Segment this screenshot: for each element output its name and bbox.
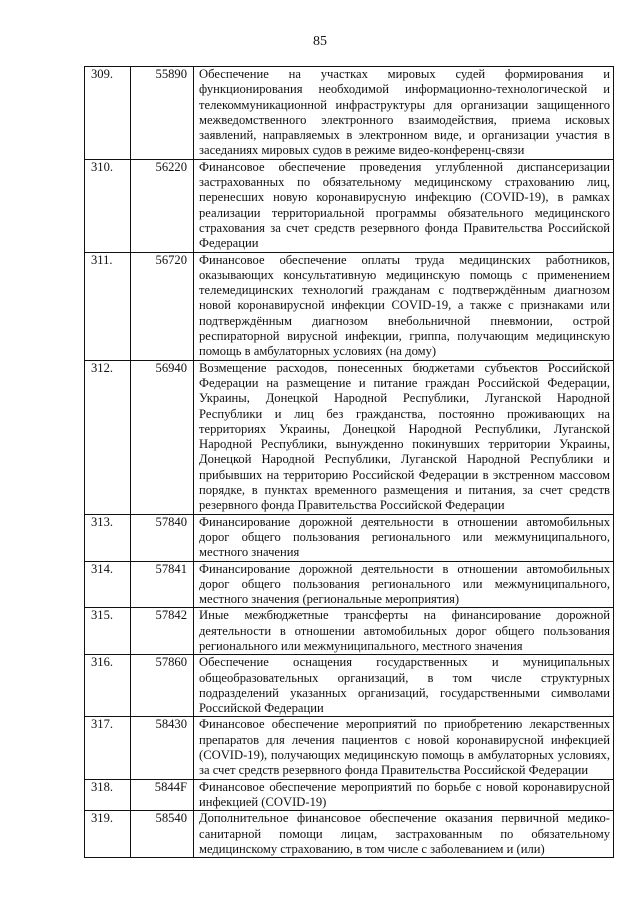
row-number: 312.	[85, 360, 131, 514]
row-description: Обеспечение оснащения государственных и муниципальных общеобразовательных организаций, в том числе структурных подразделений указанных организаций, государственными символами Российской Федерации	[194, 655, 614, 717]
row-description: Финансовое обеспечение проведения углубленной диспансеризации застрахованных по обязательному медицинскому страхованию лиц, перенесших новую коронавирусную инфекцию (COVID-19), в рамках реализации территориальной программы обязательного медицинского страхования за счет средств резервного фонда Правительства Российской Федерации	[194, 159, 614, 252]
row-number: 315.	[85, 608, 131, 655]
row-code: 56940	[131, 360, 194, 514]
row-number: 311.	[85, 252, 131, 360]
table-row	[85, 514, 614, 561]
table-row	[85, 779, 614, 811]
row-number: 313.	[85, 514, 131, 561]
table-row	[85, 67, 614, 160]
row-number: 318.	[85, 779, 131, 811]
page-number: 85	[313, 34, 327, 49]
row-code: 5844F	[131, 779, 194, 811]
row-description: Дополнительное финансовое обеспечение оказания первичной медико-санитарной помощи лицам, застрахованным по обязательному медицинскому страхованию, в том числе с заболеванием и (или)	[194, 811, 614, 858]
table-row	[85, 252, 614, 360]
row-code: 56720	[131, 252, 194, 360]
row-code: 57842	[131, 608, 194, 655]
row-code: 57841	[131, 561, 194, 608]
table-row	[85, 360, 614, 514]
row-description: Иные межбюджетные трансферты на финансирование дорожной деятельности в отношении автомобильных дорог общего пользования регионального или межмуниципального, местного значения	[194, 608, 614, 655]
row-description: Финансирование дорожной деятельности в отношении автомобильных дорог общего пользования регионального или межмуниципального, местного значения (региональные мероприятия)	[194, 561, 614, 608]
row-description: Обеспечение на участках мировых судей формирования и функционирования необходимой информационно-технологической и телекоммуникационной инфраструктуры для организации защищенного межведомственного электронного взаимодействия, приема исковых заявлений, направляемых в электронном виде, и организации участия в заседаниях мировых судов в режиме видео-конференц-связи	[194, 67, 614, 160]
row-number: 319.	[85, 811, 131, 858]
row-code: 55890	[131, 67, 194, 160]
table-row	[85, 811, 614, 858]
table-row	[85, 561, 614, 608]
row-code: 57840	[131, 514, 194, 561]
codes-table	[84, 66, 614, 858]
row-number: 317.	[85, 717, 131, 779]
row-code: 58540	[131, 811, 194, 858]
table-row	[85, 608, 614, 655]
row-description: Финансовое обеспечение оплаты труда медицинских работников, оказывающих консультативную медицинскую помощь с применением телемедицинских технологий гражданам с подтверждённым диагнозом новой коронавирусной инфекции COVID-19, а также с признаками или подтверждённым диагнозом внебольничной пневмонии, острой респираторной вирусной инфекции, гриппа, получающим медицинскую помощь в амбулаторных условиях (на дому)	[194, 252, 614, 360]
row-description: Возмещение расходов, понесенных бюджетами субъектов Российской Федерации на размещение и питание граждан Российской Федерации, Украины, Донецкой Народной Республики, Луганской Народной Республики и лиц без гражданства, постоянно проживающих на территориях Украины, Донецкой Народной Республики, Луганской Народной Республики, вынужденно покинувших территории Украины, Донецкой Народной Республики, Луганской Народной Республики и прибывших на территорию Российской Федерации в экстренном массовом порядке, в пунктах временного размещения и питания, за счет средств резервного фонда Правительства Российской Федерации	[194, 360, 614, 514]
row-number: 310.	[85, 159, 131, 252]
row-description: Финансирование дорожной деятельности в отношении автомобильных дорог общего пользования регионального или межмуниципального, местного значения	[194, 514, 614, 561]
row-number: 316.	[85, 655, 131, 717]
table-row	[85, 159, 614, 252]
table-row	[85, 655, 614, 717]
row-code: 57860	[131, 655, 194, 717]
row-code: 58430	[131, 717, 194, 779]
table-row	[85, 717, 614, 779]
row-code: 56220	[131, 159, 194, 252]
row-number: 314.	[85, 561, 131, 608]
row-description: Финансовое обеспечение мероприятий по приобретению лекарственных препаратов для лечения пациентов с новой коронавирусной инфекцией (COVID-19), получающих медицинскую помощь в амбулаторных условиях, за счет средств резервного фонда Правительства Российской Федерации	[194, 717, 614, 779]
row-description: Финансовое обеспечение мероприятий по борьбе с новой коронавирусной инфекцией (COVID-19)	[194, 779, 614, 811]
row-number: 309.	[85, 67, 131, 160]
